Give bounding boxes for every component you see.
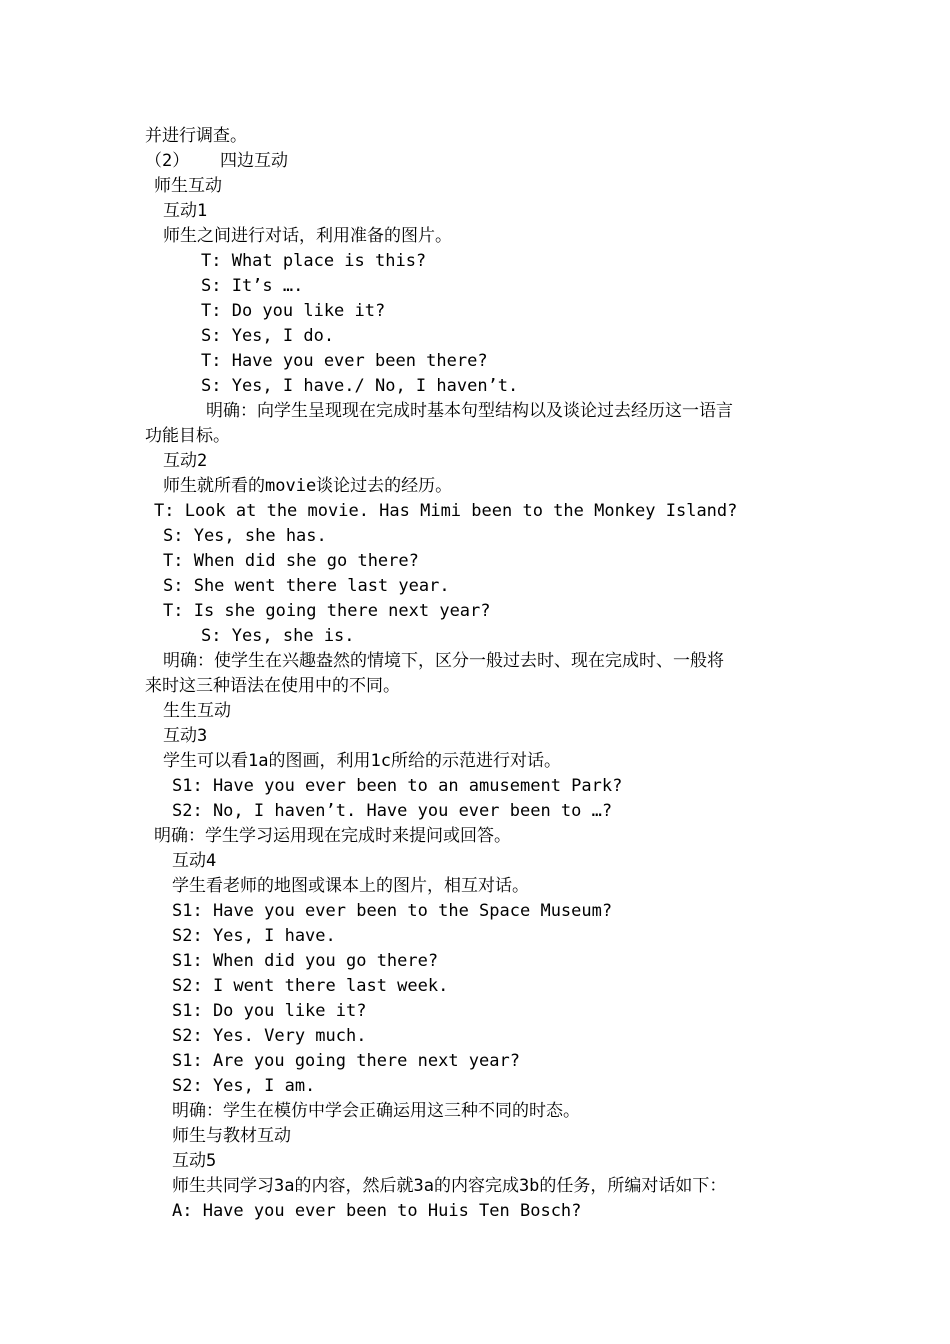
dialogue-line: S: Yes, I have./ No, I haven’t.: [201, 376, 519, 396]
dialogue-line: S1: Have you ever been to the Space Museum?: [172, 901, 613, 921]
dialogue-line: S2: Yes, I have.: [172, 926, 336, 946]
dialogue-line: T: What place is this?: [201, 251, 427, 271]
dialogue-line: S1: When did you go there?: [172, 951, 439, 971]
activity-heading: 互动5: [172, 1151, 217, 1171]
activity-heading: 互动2: [163, 451, 208, 471]
dialogue-line: S1: Do you like it?: [172, 1001, 367, 1021]
dialogue-line: S: Yes, she has.: [163, 526, 327, 546]
section-heading: （2） 四边互动: [145, 151, 288, 171]
dialogue-line: S2: Yes. Very much.: [172, 1026, 367, 1046]
dialogue-line: S1: Are you going there next year?: [172, 1051, 520, 1071]
text-line: 学生看老师的地图或课本上的图片，相互对话。: [172, 876, 529, 896]
dialogue-line: S: Yes, I do.: [201, 326, 335, 346]
dialogue-line: S2: Yes, I am.: [172, 1076, 316, 1096]
dialogue-line: S: Yes, she is.: [201, 626, 355, 646]
dialogue-line: A: Have you ever been to Huis Ten Bosch?: [172, 1201, 582, 1221]
activity-heading: 互动4: [172, 851, 217, 871]
dialogue-line: S2: I went there last week.: [172, 976, 449, 996]
text-line: 师生之间进行对话，利用准备的图片。: [163, 226, 452, 246]
dialogue-line: T: When did she go there?: [163, 551, 419, 571]
subsection-heading: 师生互动: [154, 176, 222, 196]
dialogue-line: T: Have you ever been there?: [201, 351, 488, 371]
dialogue-line: S: It’s ….: [201, 276, 304, 296]
text-line: 学生可以看1a的图画，利用1c所给的示范进行对话。: [163, 751, 561, 771]
note-line: 明确：学生在模仿中学会正确运用这三种不同的时态。: [172, 1101, 580, 1121]
text-line: 师生就所看的movie谈论过去的经历。: [163, 476, 453, 496]
text-line: 师生共同学习3a的内容，然后就3a的内容完成3b的任务，所编对话如下：: [172, 1176, 727, 1196]
subsection-heading: 生生互动: [163, 701, 231, 721]
note-line: 明确：向学生呈现现在完成时基本句型结构以及谈论过去经历这一语言: [206, 401, 733, 421]
dialogue-line: T: Is she going there next year?: [163, 601, 491, 621]
activity-heading: 互动3: [163, 726, 208, 746]
dialogue-line: S: She went there last year.: [163, 576, 450, 596]
dialogue-line: T: Look at the movie. Has Mimi been to the Monkey Island?: [154, 501, 738, 521]
dialogue-line: S2: No, I haven’t. Have you ever been to …?: [172, 801, 613, 821]
note-line: 来时这三种语法在使用中的不同。: [145, 676, 400, 696]
subsection-heading: 师生与教材互动: [172, 1126, 291, 1146]
note-line: 明确：使学生在兴趣盎然的情境下，区分一般过去时、现在完成时、一般将: [163, 651, 724, 671]
dialogue-line: T: Do you like it?: [201, 301, 386, 321]
dialogue-line: S1: Have you ever been to an amusement Park?: [172, 776, 623, 796]
text-line: 并进行调查。: [145, 126, 247, 146]
note-line: 明确：学生学习运用现在完成时来提问或回答。: [154, 826, 511, 846]
activity-heading: 互动1: [163, 201, 208, 221]
note-line: 功能目标。: [145, 426, 230, 446]
